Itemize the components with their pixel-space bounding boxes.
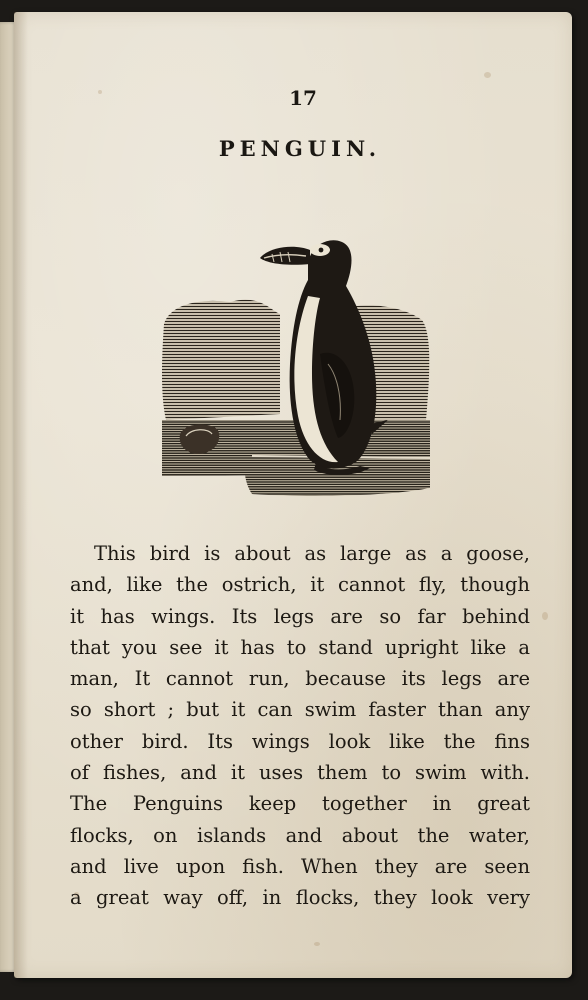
- text-line: man, It cannot run, because its legs are: [70, 667, 530, 691]
- text-line: that you see it has to stand upright like a: [70, 635, 530, 659]
- text-line: and, like the ostrich, it cannot fly, though: [70, 573, 530, 597]
- chapter-title: PENGUIN.: [218, 136, 382, 161]
- text-line: it has wings. Its legs are so far behind: [70, 604, 530, 628]
- text-line: of fishes, and it uses them to swim with.: [70, 761, 530, 785]
- text-line: so short ; but it can swim faster than any: [70, 698, 530, 722]
- text-line: and live upon fish. When they are seen: [70, 854, 530, 878]
- body-text: [70, 538, 530, 914]
- text-line: a great way off, in flocks, they look very: [70, 886, 530, 910]
- page-number: 17: [289, 86, 317, 110]
- paper-foxing: [484, 72, 491, 78]
- paper-foxing: [542, 612, 548, 620]
- text-line: The Penguins keep together in great: [70, 792, 530, 816]
- book-page: [14, 12, 572, 978]
- paper-foxing: [314, 942, 320, 946]
- text-line: other bird. Its wings look like the fins: [70, 729, 530, 753]
- text-line: flocks, on islands and about the water,: [70, 823, 530, 847]
- penguin-illustration: [160, 224, 432, 508]
- penguin-eye: [319, 248, 324, 253]
- background-hatching: [162, 300, 280, 420]
- text-line: This bird is about as large as a goose,: [94, 542, 530, 565]
